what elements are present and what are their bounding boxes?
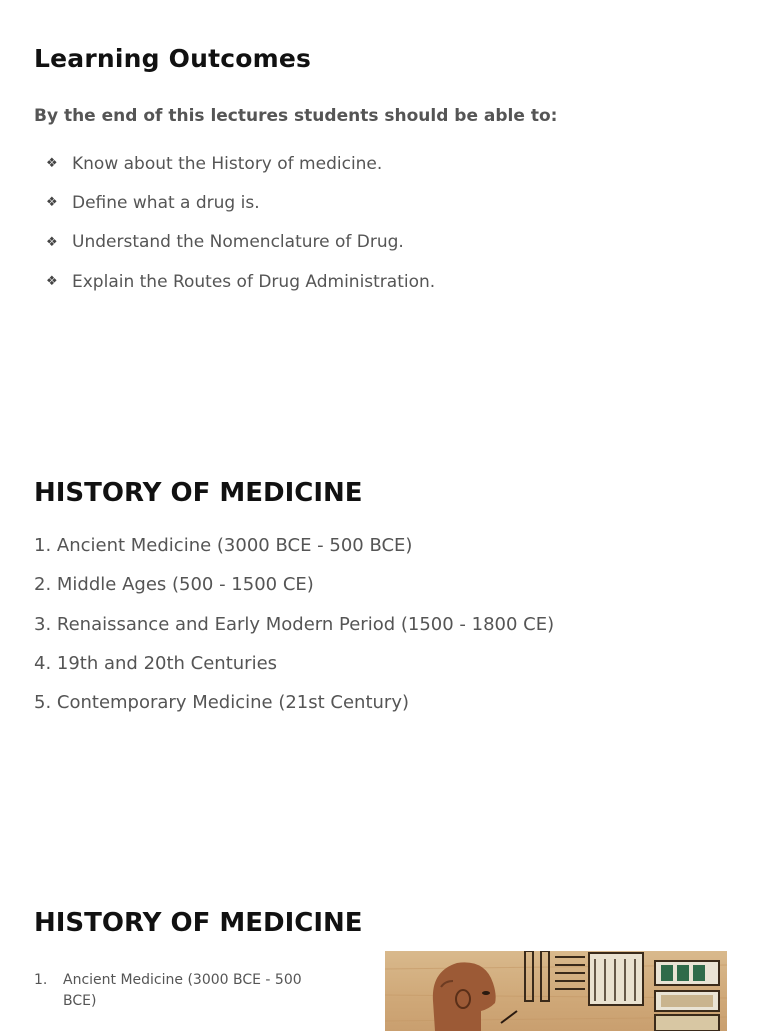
diamond-bullet-icon: ❖ <box>46 274 58 290</box>
list-item <box>46 183 435 222</box>
list-item-text: Define what a drug is. <box>72 192 260 213</box>
diamond-bullet-icon: ❖ <box>46 234 58 250</box>
slide-title: HISTORY OF MEDICINE <box>34 478 363 508</box>
list-item: 2. Middle Ages (500 - 1500 CE) <box>34 574 314 596</box>
slide-title: Learning Outcomes <box>34 44 312 73</box>
list-item-text: Explain the Routes of Drug Administration. <box>72 271 436 292</box>
list-item-text: Know about the History of medicine. <box>72 153 383 174</box>
diamond-bullet-icon: ❖ <box>46 156 58 172</box>
history-of-medicine-slide <box>0 330 768 760</box>
history-of-medicine-slide-2 <box>0 760 768 1024</box>
list-item <box>34 970 334 1012</box>
list-item <box>46 262 435 301</box>
slide-title: HISTORY OF MEDICINE <box>34 908 363 938</box>
list-item: 4. 19th and 20th Centuries <box>34 652 278 674</box>
list-item: 5. Contemporary Medicine (21st Century) <box>34 692 410 714</box>
periods-list <box>34 534 554 730</box>
list-item <box>46 223 435 262</box>
egyptian-papyrus-illustration <box>385 951 727 1031</box>
list-item-text: Understand the Nomenclature of Drug. <box>72 232 404 253</box>
egyptian-papyrus-image <box>385 951 727 1031</box>
list-item-number: 1. <box>34 972 48 988</box>
list-item: 1. Ancient Medicine (3000 BCE - 500 BCE) <box>34 535 413 556</box>
list-item-text: Ancient Medicine (3000 BCE - 500 BCE) <box>63 972 302 1009</box>
list-item: 3. Renaissance and Early Modern Period (1500 - 1800 CE) <box>34 613 555 635</box>
periods-list <box>34 970 334 1012</box>
outcomes-list <box>46 144 435 301</box>
learning-outcomes-slide <box>0 0 768 330</box>
list-item <box>46 144 435 183</box>
intro-text: By the end of this lectures students should be able to: <box>34 106 558 126</box>
diamond-bullet-icon: ❖ <box>46 195 58 211</box>
